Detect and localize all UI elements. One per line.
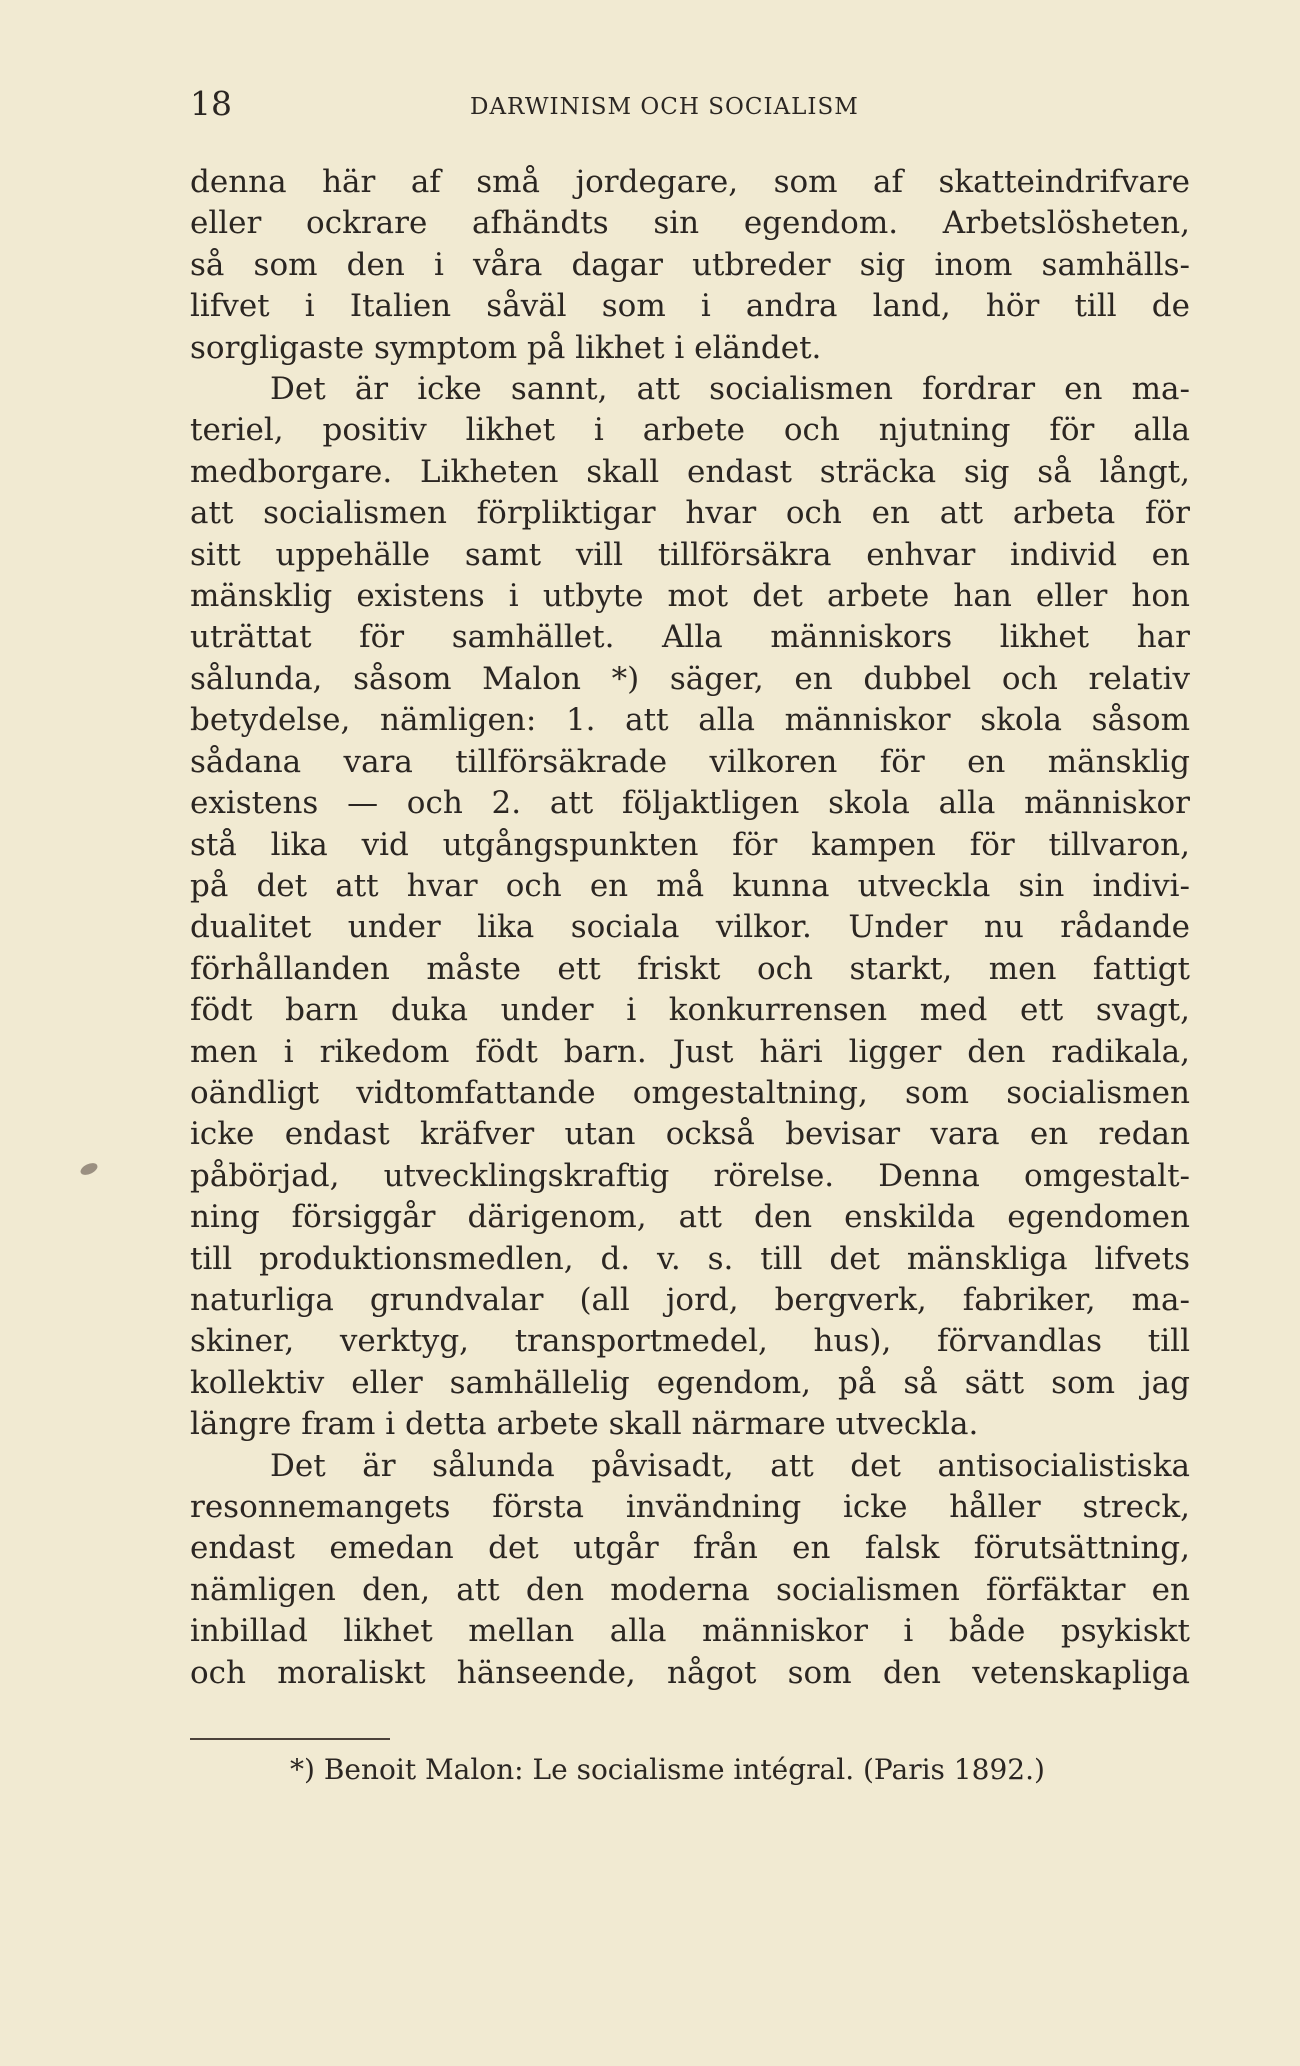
text-line: icke endast kräfver utan också bevisar vara en redan: [190, 1116, 1190, 1153]
text-line: teriel, positiv likhet i arbete och njutning för alla: [190, 412, 1190, 449]
text-line: sorgligaste symptom på likhet i eländet.: [190, 329, 822, 366]
text-line: naturliga grundvalar (all jord, bergverk, fabriker, ma-: [190, 1281, 1190, 1318]
text-line: betydelse, nämligen: 1. att alla människor skola såsom: [190, 702, 1190, 739]
text-line: längre fram i detta arbete skall närmare utveckla.: [190, 1406, 979, 1443]
text-line: resonnemangets första invändning icke håller streck,: [190, 1489, 1190, 1525]
text-line: medborgare. Likheten skall endast sträcka sig så långt,: [190, 453, 1190, 490]
text-line: så som den i våra dagar utbreder sig inom samhälls-: [190, 246, 1190, 283]
text-line: ning försiggår därigenom, att den enskilda egendomen: [190, 1199, 1190, 1236]
running-head: DARWINISM OCH SOCIALISM: [470, 94, 859, 120]
text-line: kollektiv eller samhällelig egendom, på så sätt som jag: [190, 1364, 1190, 1401]
text-line: Det är sålunda påvisadt, att det antisocialistiska: [270, 1447, 1190, 1484]
footnote: *) Benoit Malon: Le socialisme intégral. (Paris 1892.): [290, 1753, 1045, 1786]
text-line: sådana vara tillförsäkrade vilkoren för en mänsklig: [190, 743, 1190, 780]
text-line: på det att hvar och en må kunna utveckla sin indivi-: [190, 867, 1190, 904]
ink-smudge: [79, 1161, 100, 1178]
text-line: eller ockrare afhändts sin egendom. Arbetslösheten,: [190, 205, 1190, 242]
text-line: existens — och 2. att följaktligen skola alla människor: [190, 785, 1190, 822]
text-line: nämligen den, att den moderna socialismen förfäktar en: [190, 1571, 1190, 1608]
text-line: oändligt vidtomfattande omgestaltning, som socialismen: [190, 1074, 1190, 1111]
text-line: stå lika vid utgångspunkten för kampen för tillvaron,: [190, 826, 1190, 863]
text-line: lifvet i Italien såväl som i andra land, hör till de: [190, 288, 1190, 325]
text-line: dualitet under lika sociala vilkor. Under nu rådande: [190, 909, 1190, 946]
text-line: till produktionsmedlen, d. v. s. till det mänskliga lifvets: [190, 1240, 1190, 1277]
text-line: Det är icke sannt, att socialismen fordrar en ma-: [270, 371, 1190, 408]
text-line: men i rikedom födt barn. Just häri ligger den radikala,: [190, 1033, 1190, 1070]
text-line: och moraliskt hänseende, något som den vetenskapliga: [190, 1654, 1190, 1691]
text-line: sitt uppehälle samt vill tillförsäkra enhvar individ en: [190, 536, 1190, 573]
text-line: mänsklig existens i utbyte mot det arbete han eller hon: [190, 578, 1190, 615]
text-line: förhållanden måste ett friskt och starkt, men fattigt: [190, 950, 1190, 987]
page-number: 18: [190, 84, 232, 123]
text-line: inbillad likhet mellan alla människor i både psykiskt: [190, 1613, 1190, 1650]
main-text: [190, 162, 1190, 1694]
text-line: sålunda, såsom Malon *) säger, en dubbel och relativ: [190, 660, 1190, 697]
text-line: födt barn duka under i konkurrensen med ett svagt,: [190, 992, 1190, 1029]
page-header: [190, 84, 1190, 134]
text-line: skiner, verktyg, transportmedel, hus), förvandlas till: [190, 1323, 1190, 1360]
text-line: endast emedan det utgår från en falsk förutsättning,: [190, 1530, 1190, 1567]
text-line: att socialismen förpliktigar hvar och en att arbeta för: [190, 495, 1190, 532]
text-line: påbörjad, utvecklingskraftig rörelse. Denna omgestalt-: [190, 1157, 1190, 1194]
footnote-rule: [190, 1738, 390, 1740]
text-line: denna här af små jordegare, som af skatteindrifvare: [190, 164, 1190, 200]
text-line: uträttat för samhället. Alla människors likhet har: [190, 619, 1190, 656]
